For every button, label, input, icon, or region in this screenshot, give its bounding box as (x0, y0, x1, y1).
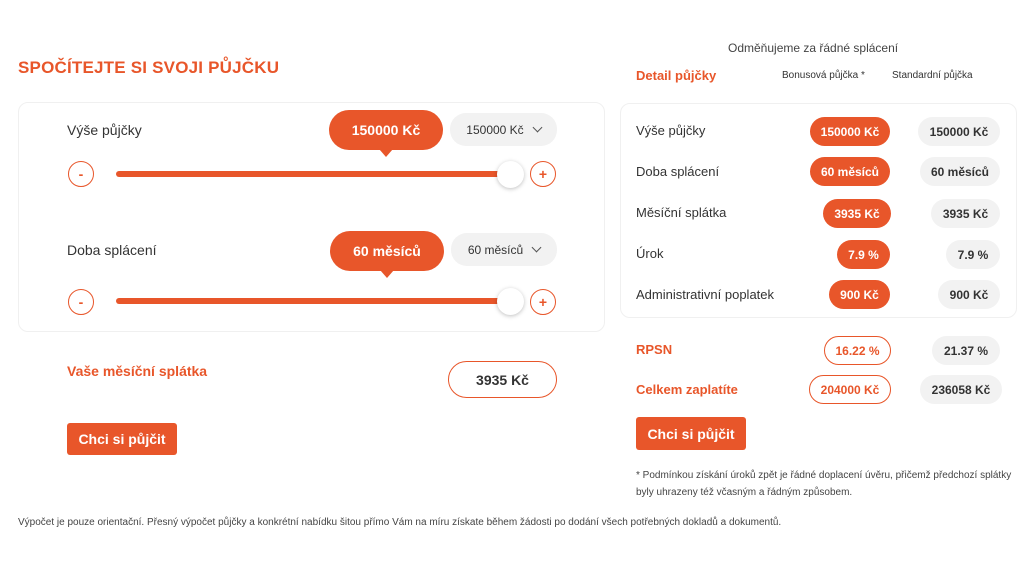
calculator-title: SPOČÍTEJTE SI SVOJI PŮJČKU (18, 58, 280, 77)
amount-slider-track[interactable] (116, 171, 512, 177)
chevron-down-icon (532, 243, 542, 253)
apply-button-left[interactable]: Chci si půjčit (67, 423, 177, 455)
bonus-value: 150000 Kč (810, 117, 890, 146)
bonus-value: 900 Kč (829, 280, 890, 309)
amount-bubble: 150000 Kč (329, 110, 443, 150)
duration-select[interactable] (451, 233, 557, 266)
bonus-value: 7.9 % (837, 240, 890, 269)
standard-value: 3935 Kč (931, 199, 1000, 228)
detail-row-label: Administrativní poplatek (636, 287, 775, 302)
duration-bubble: 60 měsíců (330, 231, 444, 271)
duration-minus-button[interactable]: - (68, 289, 94, 315)
footnote: * Podmínkou získání úroků zpět je řádné doplacení úvěru, přičemž předchozí splátky byly uhrazeny též včasným a řádným způsobem. (636, 470, 1012, 498)
monthly-payment-label: Vaše měsíční splátka (67, 363, 208, 379)
duration-label: Doba splácení (67, 242, 157, 258)
rpsn-standard-value: 21.37 % (932, 336, 1000, 365)
duration-select-value: 60 měsíců (467, 242, 524, 257)
col-header-standard: Standardní půjčka (892, 70, 973, 81)
col-header-bonus: Bonusová půjčka * (782, 70, 865, 81)
detail-row-label: Doba splácení (636, 164, 720, 179)
apply-button-right[interactable]: Chci si půjčit (636, 417, 746, 450)
amount-select-value: 150000 Kč (466, 122, 524, 137)
duration-slider-thumb[interactable] (497, 288, 524, 315)
bonus-value: 60 měsíců (810, 157, 890, 186)
duration-slider-track[interactable] (116, 298, 512, 304)
total-standard-value: 236058 Kč (920, 375, 1002, 404)
amount-slider-thumb[interactable] (497, 161, 524, 188)
standard-value: 60 měsíců (920, 157, 1000, 186)
amount-minus-button[interactable]: - (68, 161, 94, 187)
detail-heading: Odměňujeme za řádné splácení (728, 41, 899, 55)
bonus-value: 3935 Kč (823, 199, 891, 228)
rpsn-bonus-value: 16.22 % (824, 336, 891, 365)
rpsn-label: RPSN (636, 342, 673, 357)
amount-label: Výše půjčky (67, 122, 142, 138)
detail-row-label: Úrok (636, 246, 664, 261)
total-label: Celkem zaplatíte (636, 382, 738, 397)
disclaimer: Výpočet je pouze orientační. Přesný výpočet půjčky a konkrétní nabídku šitou přímo Vám na míru získate během žádosti po dodání všech potřebných dokladů a dokumentů. (18, 517, 782, 528)
chevron-down-icon (532, 123, 542, 133)
detail-row-label: Výše půjčky (636, 123, 706, 138)
standard-value: 900 Kč (938, 280, 1000, 309)
amount-plus-button[interactable]: + (530, 161, 556, 187)
amount-select[interactable] (450, 113, 557, 146)
duration-plus-button[interactable]: + (530, 289, 556, 315)
detail-label: Detail půjčky (636, 68, 717, 83)
monthly-payment-value: 3935 Kč (448, 361, 557, 398)
standard-value: 7.9 % (946, 240, 1000, 269)
total-bonus-value: 204000 Kč (809, 375, 891, 404)
standard-value: 150000 Kč (918, 117, 1000, 146)
detail-row-label: Měsíční splátka (636, 205, 727, 220)
